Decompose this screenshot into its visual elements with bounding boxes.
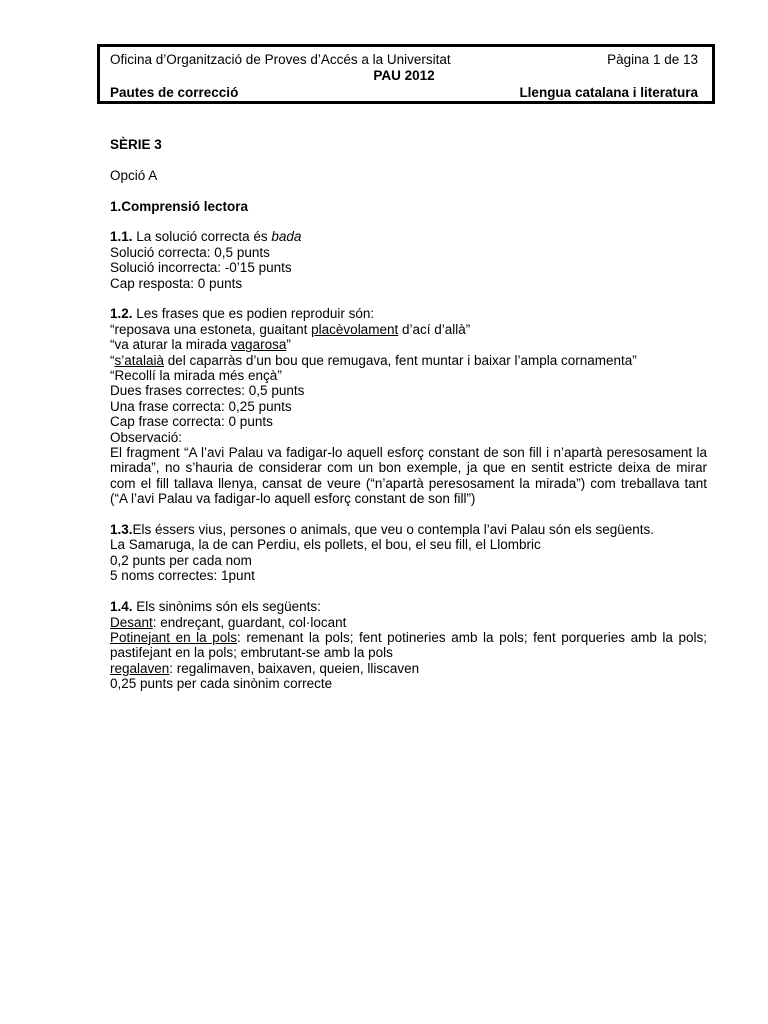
question-number: 1.3.	[110, 522, 133, 538]
phrase-text: del caparràs d’un bou que remugava, fent muntar i baixar l’ampla cornamenta”	[164, 352, 637, 368]
institution-name: Oficina d’Organització de Proves d’Accés a la Universitat	[110, 52, 451, 67]
question-number: 1.2.	[110, 306, 133, 322]
scoring-line: 0,25 punts per cada sinònim correcte	[110, 676, 333, 692]
question-text: Les frases que es podien reproduir són:	[132, 306, 375, 322]
question-text: La solució correcta és	[132, 229, 272, 245]
question-1-1	[110, 229, 707, 244]
phrase-text: d’ací d’allà”	[398, 321, 471, 337]
header-row-bottom	[110, 85, 698, 101]
question-number: 1.1.	[110, 229, 133, 245]
answer-word: bada	[271, 229, 302, 245]
scoring-line: 0,2 punts per cada nom	[110, 552, 252, 568]
scoring-line: Dues frases correctes: 0,5 punts	[110, 383, 305, 399]
observation-label: Observació:	[110, 429, 183, 445]
section-title: 1.Comprensió lectora	[110, 198, 249, 214]
observation-paragraph: El fragment “A l’avi Palau va fadigar-lo aquell esforç constant de son fill i n’apartà peresosament la mirada”, no s’hauria de considerar com un bon exemple, ja que en sentit estricte deixa de mirar com el fill tallava llenya, cansat de veure (“n’apartà peresosament la mirada”) com treballava tant (“A l’avi Palau va fadigar-lo aquell esforç constant de son fill”)	[110, 445, 707, 507]
scoring-line: Cap frase correcta: 0 punts	[110, 414, 273, 430]
underlined-word: regalaven	[110, 660, 170, 676]
phrase-text: “va aturar la mirada	[110, 337, 231, 353]
page-header	[97, 44, 715, 104]
phrase-text: “reposava una estoneta, guaitant	[110, 321, 312, 337]
question-text: Els éssers vius, persones o animals, que veu o contempla l’avi Palau són els següents.	[132, 522, 655, 538]
underlined-word: s’atalaià	[114, 352, 165, 368]
scoring-line: Cap resposta: 0 punts	[110, 275, 243, 291]
option-heading: Opció A	[110, 167, 158, 183]
underlined-word: Desant	[110, 614, 153, 630]
synonym-list: : endreçant, guardant, col·locant	[152, 614, 347, 630]
question-number: 1.4.	[110, 599, 133, 615]
quoted-phrase	[110, 337, 707, 352]
document-type: Pautes de correcció	[110, 85, 239, 100]
header-row-top	[110, 52, 698, 68]
question-1-3	[110, 522, 707, 537]
phrase-text: “	[110, 352, 115, 368]
quoted-phrase: “Recollí la mirada més ençà”	[110, 368, 282, 384]
exam-name: PAU 2012	[373, 68, 435, 83]
subject-name: Llengua catalana i literatura	[519, 85, 698, 100]
synonym-line	[110, 661, 707, 676]
question-1-4	[110, 599, 707, 614]
header-row-middle	[110, 68, 698, 84]
phrase-text: ”	[286, 337, 291, 353]
underlined-word: vagarosa	[230, 337, 287, 353]
page-number: Pàgina 1 de 13	[607, 52, 698, 67]
series-heading: SÈRIE 3	[110, 137, 162, 152]
synonym-line	[110, 615, 707, 630]
synonym-list: : remenant la pols; fent potineries amb la pols; fent porqueries amb la pols; pastifejant en la pols; embrutant-se amb la pols	[110, 629, 707, 661]
scoring-line: Solució incorrecta: -0’15 punts	[110, 260, 292, 276]
question-1-2	[110, 306, 707, 321]
document-body	[110, 137, 707, 692]
underlined-word: placèvolament	[311, 321, 399, 337]
synonym-list: : regalimaven, baixaven, queien, lliscaven	[169, 660, 420, 676]
question-text: Els sinònims són els següents:	[132, 599, 321, 615]
scoring-line: 5 noms correctes: 1punt	[110, 568, 255, 584]
scoring-line: Una frase correcta: 0,25 punts	[110, 398, 292, 414]
quoted-phrase	[110, 322, 707, 337]
synonym-line	[110, 630, 707, 661]
quoted-phrase	[110, 353, 707, 368]
underlined-word: Potinejant en la pols	[110, 629, 238, 645]
answer-line: La Samaruga, la de can Perdiu, els pollets, el bou, el seu fill, el Llombric	[110, 537, 541, 553]
scoring-line: Solució correcta: 0,5 punts	[110, 244, 270, 260]
